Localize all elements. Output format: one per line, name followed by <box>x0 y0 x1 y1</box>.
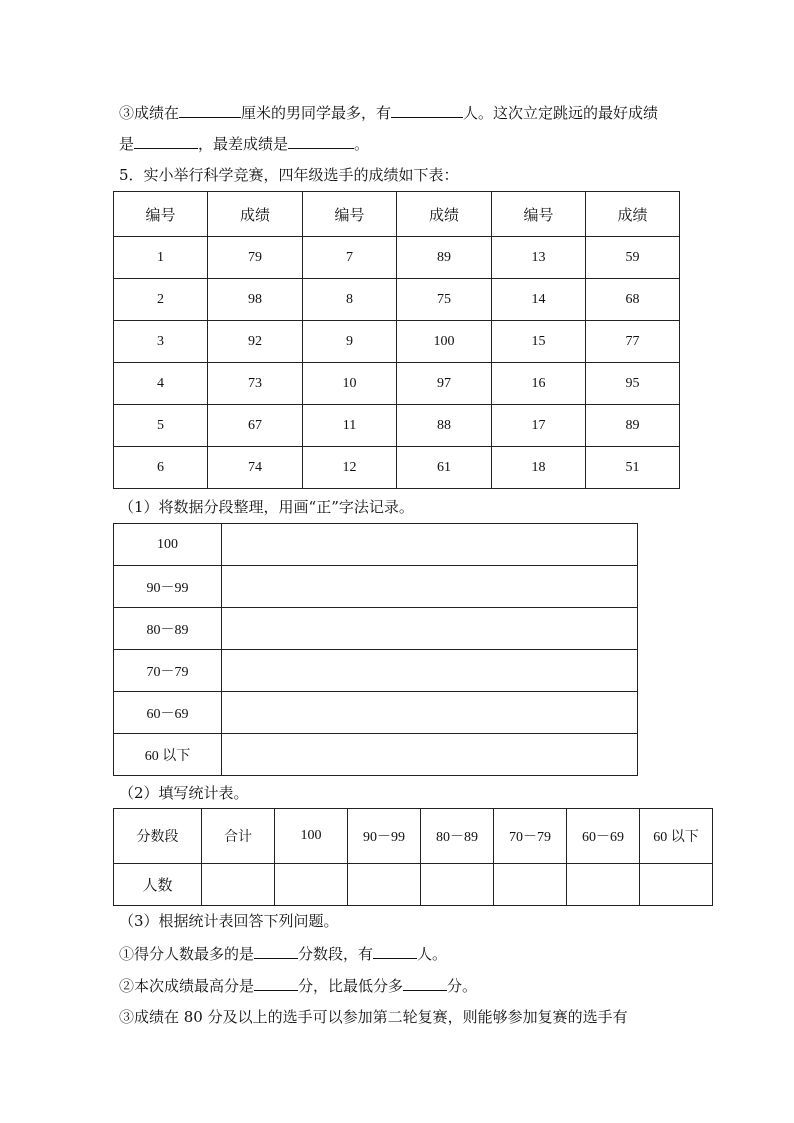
table-cell: 3 <box>114 321 208 363</box>
part3-q2 <box>119 975 477 996</box>
range-label: 60 以下 <box>114 734 222 776</box>
tally-cell[interactable] <box>222 608 638 650</box>
range-label: 90－99 <box>114 566 222 608</box>
column-header: 成绩 <box>586 192 680 237</box>
table-row <box>114 363 680 405</box>
tally-cell[interactable] <box>222 734 638 776</box>
q4-text: 人。这次立定跳远的最好成绩 <box>463 104 659 122</box>
count-cell[interactable] <box>348 864 421 906</box>
table-cell: 12 <box>303 447 397 489</box>
table-cell: 5 <box>114 405 208 447</box>
part3-q1 <box>119 943 447 964</box>
answer-blank[interactable] <box>179 102 241 118</box>
q4-text: 是 <box>119 135 135 153</box>
table-cell: 9 <box>303 321 397 363</box>
column-header: 编号 <box>114 192 208 237</box>
answer-blank[interactable] <box>288 133 354 149</box>
tally-cell[interactable] <box>222 524 638 566</box>
tally-cell[interactable] <box>222 692 638 734</box>
part1-label: （1）将数据分段整理，用画“正”字法记录。 <box>119 498 414 516</box>
range-label: 80－89 <box>114 608 222 650</box>
tally-table <box>113 523 638 776</box>
table-cell: 79 <box>208 237 303 279</box>
answer-blank[interactable] <box>134 133 198 149</box>
stat-header-cell: 60－69 <box>567 809 640 864</box>
table-cell: 74 <box>208 447 303 489</box>
question-text: 分数段，有 <box>298 945 374 963</box>
table-cell: 10 <box>303 363 397 405</box>
question-text: ②本次成绩最高分是 <box>119 977 255 995</box>
question-text: 分。 <box>447 977 478 995</box>
stat-header-cell: 合计 <box>202 809 275 864</box>
tally-row <box>114 734 638 776</box>
table-cell: 2 <box>114 279 208 321</box>
table-cell: 59 <box>586 237 680 279</box>
stat-header-cell: 70－79 <box>494 809 567 864</box>
stat-header-cell: 分数段 <box>114 809 202 864</box>
table-cell: 89 <box>397 237 492 279</box>
count-cell[interactable] <box>494 864 567 906</box>
stat-header-row <box>114 809 713 864</box>
table-cell: 6 <box>114 447 208 489</box>
stat-count-row <box>114 864 713 906</box>
stat-header-cell: 90－99 <box>348 809 421 864</box>
table-cell: 68 <box>586 279 680 321</box>
part2-label: （2）填写统计表。 <box>119 784 249 802</box>
table-cell: 1 <box>114 237 208 279</box>
table-cell: 8 <box>303 279 397 321</box>
table-cell: 89 <box>586 405 680 447</box>
tally-row <box>114 608 638 650</box>
count-cell[interactable] <box>640 864 713 906</box>
table-cell: 88 <box>397 405 492 447</box>
part3-q3: ③成绩在 80 分及以上的选手可以参加第二轮复赛，则能够参加复赛的选手有 <box>119 1008 628 1026</box>
table-cell: 97 <box>397 363 492 405</box>
answer-blank[interactable] <box>373 943 417 959</box>
stat-header-cell: 100 <box>275 809 348 864</box>
table-cell: 67 <box>208 405 303 447</box>
tally-cell[interactable] <box>222 650 638 692</box>
table-row <box>114 321 680 363</box>
table-header-row <box>114 192 680 237</box>
tally-row <box>114 692 638 734</box>
table-row <box>114 447 680 489</box>
table-cell: 16 <box>492 363 586 405</box>
q4-line-1 <box>119 102 658 123</box>
column-header: 成绩 <box>208 192 303 237</box>
table-cell: 98 <box>208 279 303 321</box>
answer-blank[interactable] <box>403 975 447 991</box>
table-cell: 51 <box>586 447 680 489</box>
question-text: ①得分人数最多的是 <box>119 945 255 963</box>
count-cell[interactable] <box>275 864 348 906</box>
count-cell[interactable] <box>567 864 640 906</box>
stat-header-cell: 80－89 <box>421 809 494 864</box>
table-cell: 73 <box>208 363 303 405</box>
table-row <box>114 237 680 279</box>
table-cell: 7 <box>303 237 397 279</box>
count-cell[interactable] <box>421 864 494 906</box>
table-cell: 11 <box>303 405 397 447</box>
answer-blank[interactable] <box>254 975 298 991</box>
table-row <box>114 279 680 321</box>
range-label: 70－79 <box>114 650 222 692</box>
q4-text: ，最差成绩是 <box>198 135 289 153</box>
column-header: 编号 <box>492 192 586 237</box>
scores-table <box>113 191 680 489</box>
table-cell: 13 <box>492 237 586 279</box>
q4-text: 厘米的男同学最多，有 <box>241 104 392 122</box>
row-label: 人数 <box>114 864 202 906</box>
tally-row <box>114 650 638 692</box>
table-cell: 14 <box>492 279 586 321</box>
table-row <box>114 405 680 447</box>
table-cell: 15 <box>492 321 586 363</box>
q5-title: 5．实小举行科学竞赛，四年级选手的成绩如下表： <box>119 166 459 184</box>
tally-cell[interactable] <box>222 566 638 608</box>
part3-label: （3）根据统计表回答下列问题。 <box>119 912 339 930</box>
table-cell: 61 <box>397 447 492 489</box>
q4-text: 。 <box>354 135 370 153</box>
question-text: 人。 <box>417 945 448 963</box>
tally-row <box>114 566 638 608</box>
count-cell[interactable] <box>202 864 275 906</box>
stat-table <box>113 808 713 906</box>
range-label: 100 <box>114 524 222 566</box>
table-cell: 77 <box>586 321 680 363</box>
range-label: 60－69 <box>114 692 222 734</box>
stat-header-cell: 60 以下 <box>640 809 713 864</box>
q4-text: ③成绩在 <box>119 104 180 122</box>
column-header: 编号 <box>303 192 397 237</box>
table-cell: 17 <box>492 405 586 447</box>
table-cell: 75 <box>397 279 492 321</box>
table-cell: 18 <box>492 447 586 489</box>
answer-blank[interactable] <box>254 943 298 959</box>
answer-blank[interactable] <box>391 102 463 118</box>
q4-line-2 <box>119 133 369 154</box>
tally-row <box>114 524 638 566</box>
table-cell: 100 <box>397 321 492 363</box>
column-header: 成绩 <box>397 192 492 237</box>
table-cell: 92 <box>208 321 303 363</box>
table-cell: 4 <box>114 363 208 405</box>
table-cell: 95 <box>586 363 680 405</box>
question-text: 分，比最低分多 <box>298 977 404 995</box>
